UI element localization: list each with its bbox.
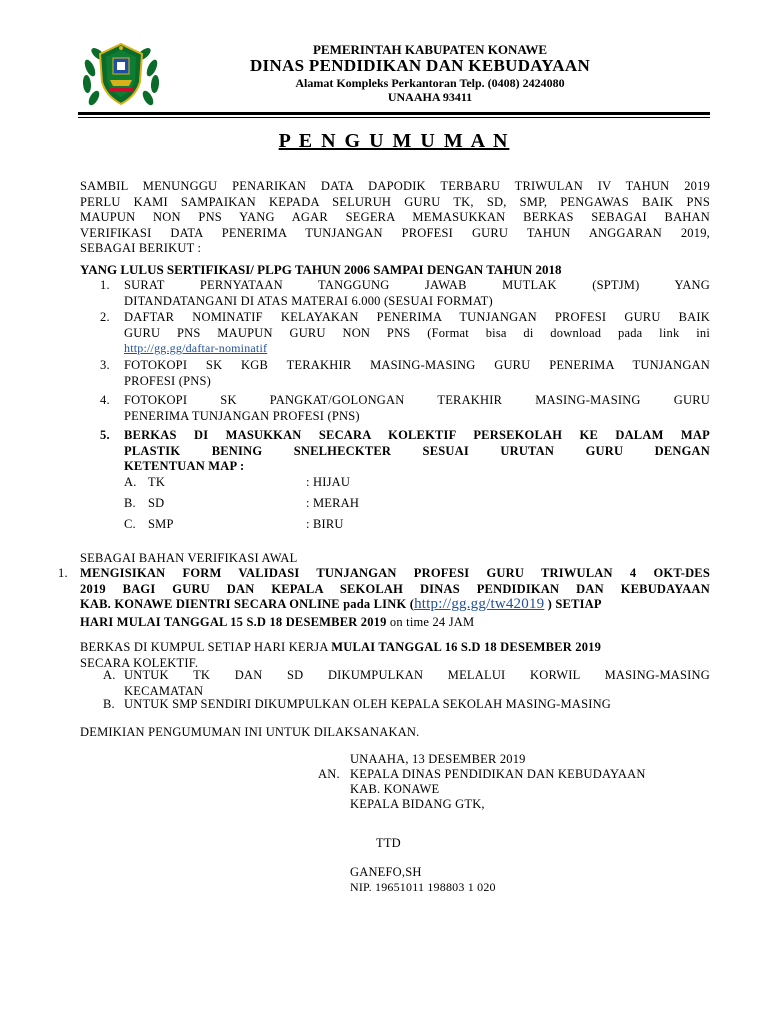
signature-ttd: TTD bbox=[376, 836, 401, 850]
signature-an: AN. bbox=[318, 767, 340, 781]
signatory-name: GANEFO,SH bbox=[350, 865, 422, 879]
collection-item: UNTUK SMP SENDIRI DIKUMPULKAN OLEH KEPALA SEKOLAH MASING-MASING bbox=[124, 697, 612, 711]
header-government: PEMERINTAH KABUPATEN KONAWE bbox=[312, 42, 547, 57]
item-number: 5. bbox=[100, 428, 110, 442]
item-number: 2. bbox=[100, 310, 110, 324]
list-item: DAFTAR NOMINATIF KELAYAKAN PENERIMA TUNJANGAN PROFESI GURU BAIK GURU PNS MAUPUN GURU NON PNS (Format bisa di download pada link ini http://gg.gg/daftar-nominatif bbox=[124, 310, 710, 356]
collection-letter: A. bbox=[103, 668, 116, 682]
header-address: Alamat Kompleks Perkantoran Telp. (0408) 2424080 bbox=[295, 76, 565, 90]
signature-role: KAB. KONAWE bbox=[350, 782, 440, 796]
collection-paragraph: BERKAS DI KUMPUL SETIAP HARI KERJA MULAI TANGGAL 16 S.D 18 DESEMBER 2019 SECARA KOLEKTIF. bbox=[80, 640, 602, 670]
section-heading: YANG LULUS SERTIFIKASI/ PLPG TAHUN 2006 SAMPAI DENGAN TAHUN 2018 bbox=[80, 262, 562, 277]
list-item: SURAT PERNYATAAN TANGGUNG JAWAB MUTLAK (SPTJM) YANG DITANDATANGANI DI ATAS MATERAI 6.000 (SESUAI FORMAT) bbox=[124, 278, 710, 308]
item-number: 4. bbox=[100, 393, 110, 407]
verification-heading: SEBAGAI BAHAN VERIFIKASI AWAL bbox=[80, 551, 298, 565]
list-item: FOTOKOPI SK PANGKAT/GOLONGAN TERAKHIR MASING-MASING GURU PENERIMA TUNJANGAN PROFESI (PNS) bbox=[124, 393, 710, 423]
closing-statement: DEMIKIAN PENGUMUMAN INI UNTUK DILAKSANAKAN. bbox=[80, 725, 420, 739]
header-rule-thick bbox=[78, 112, 710, 115]
item-number: 3. bbox=[100, 358, 110, 372]
verification-text: MENGISIKAN FORM VALIDASI TUNJANGAN PROFESI GURU TRIWULAN 4 OKT-DES 2019 BAGI GURU DAN KEPALA SEKOLAH DINAS PENDIDIKAN DAN KEBUDAYAAN KAB. KONAWE DIENTRI SECARA ONLINE pada LINK (http://gg.gg/tw42019 ) SETIAP HARI MULAI TANGGAL 15 S.D 18 DESEMBER 2019 on time 24 JAM bbox=[80, 566, 710, 630]
nominative-link[interactable]: http://gg.gg/daftar-nominatif bbox=[124, 341, 268, 356]
map-color-row: A. TK : HIJAU bbox=[124, 475, 351, 489]
item-number: 1. bbox=[100, 278, 110, 292]
header-city: UNAAHA 93411 bbox=[387, 90, 473, 104]
signatory-nip: NIP. 19651011 198803 1 020 bbox=[350, 880, 496, 894]
collection-letter: B. bbox=[103, 697, 115, 711]
signature-role: KEPALA DINAS PENDIDIKAN DAN KEBUDAYAAN bbox=[350, 767, 646, 781]
intro-paragraph: SAMBIL MENUNGGU PENARIKAN DATA DAPODIK TERBARU TRIWULAN IV TAHUN 2019 PERLU KAMI SAMPAIKAN KEPADA SELURUH GURU TK, SD, SMP, PENGAWAS BAIK PNS MAUPUN NON PNS YANG AGAR SEGERA MEMASUKKAN BERKAS SEBAGAI BAHAN VERIFIKASI DATA PENERIMA TUNJANGAN PROFESI GURU TAHUN ANGGARAN 2019, SEBAGAI BERIKUT : bbox=[80, 179, 710, 256]
header-rule-thin bbox=[78, 117, 710, 118]
map-color-row: B. SD : MERAH bbox=[124, 496, 360, 510]
signature-place-date: UNAAHA, 13 DESEMBER 2019 bbox=[350, 752, 526, 766]
page-title: P E N G U M U M A N bbox=[278, 130, 510, 152]
signature-role: KEPALA BIDANG GTK, bbox=[350, 797, 485, 811]
verification-number: 1. bbox=[58, 566, 68, 580]
map-color-row: C. SMP : BIRU bbox=[124, 517, 344, 531]
collection-item: UNTUK TK DAN SD DIKUMPULKAN MELALUI KORWIL MASING-MASING KECAMATAN bbox=[124, 668, 710, 698]
form-validation-link[interactable]: http://gg.gg/tw42019 bbox=[414, 596, 545, 613]
header-department: DINAS PENDIDIKAN DAN KEBUDAYAAN bbox=[249, 56, 591, 75]
list-item: BERKAS DI MASUKKAN SECARA KOLEKTIF PERSEKOLAH KE DALAM MAP PLASTIK BENING SNELHECKTER SESUAI URUTAN GURU DENGAN KETENTUAN MAP : bbox=[124, 428, 710, 474]
list-item: FOTOKOPI SK KGB TERAKHIR MASING-MASING GURU PENERIMA TUNJANGAN PROFESI (PNS) bbox=[124, 358, 710, 388]
